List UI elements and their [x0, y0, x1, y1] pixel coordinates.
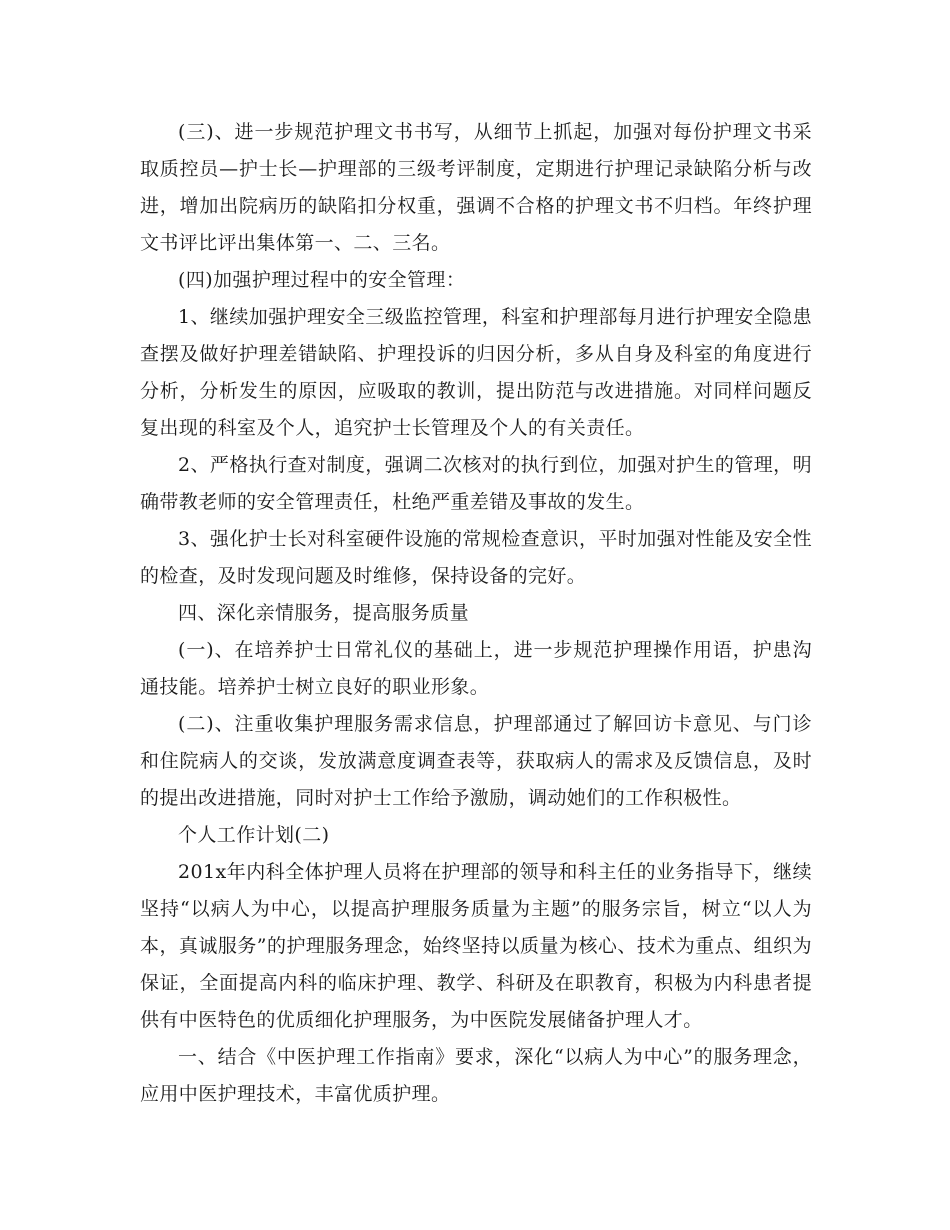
paragraph-safety-item-1: 1、继续加强护理安全三级监控管理，科室和护理部每月进行护理安全隐患查摆及做好护理差错缺陷、护理投诉的归因分析，多从自身及科室的角度进行分析，分析发生的原因，应吸取的教训，提出防范与改进措施。对同样问题反复出现的科室及个人，追究护士长管理及个人的有关责任。: [140, 306, 812, 439]
paragraph-safety-item-3: 3、强化护士长对科室硬件设施的常规检查意识，平时加强对性能及安全性的检查，及时发现问题及时维修，保持设备的完好。: [140, 528, 812, 587]
section-heading-plan-two: 个人工作计划(二): [178, 824, 330, 846]
section-heading-service: 四、深化亲情服务，提高服务质量: [178, 602, 470, 624]
paragraph-safety-item-2: 2、严格执行查对制度，强调二次核对的执行到位，加强对护生的管理，明确带教老师的安全管理责任，杜绝严重差错及事故的发生。: [140, 454, 812, 513]
paragraph-safety-heading: (四)加强护理过程中的安全管理：: [178, 269, 466, 291]
paragraph-nursing-documents: (三)、进一步规范护理文书书写，从细节上抓起，加强对每份护理文书采取质控员—护士长—护理部的三级考评制度，定期进行护理记录缺陷分析与改进，增加出院病历的缺陷扣分权重，强调不合格的护理文书不归档。年终护理文书评比评出集体第一、二、三名。: [140, 121, 812, 254]
document-body: [140, 114, 812, 1113]
paragraph-plan-intro: 201x年内科全体护理人员将在护理部的领导和科主任的业务指导下，继续坚持“以病人为中心，以提高护理服务质量为主题”的服务宗旨，树立“以人为本，真诚服务”的护理服务理念，始终坚持以质量为核心、技术为重点、组织为保证，全面提高内科的临床护理、教学、科研及在职教育，积极为内科患者提供有中医特色的优质细化护理服务，为中医院发展储备护理人才。: [140, 861, 812, 1031]
paragraph-etiquette: (一)、在培养护士日常礼仪的基础上，进一步规范护理操作用语，护患沟通技能。培养护士树立良好的职业形象。: [140, 639, 812, 698]
paragraph-tcm-guide: 一、结合《中医护理工作指南》要求，深化“以病人为中心”的服务理念，应用中医护理技术，丰富优质护理。: [140, 1046, 812, 1105]
paragraph-feedback: (二)、注重收集护理服务需求信息，护理部通过了解回访卡意见、与门诊和住院病人的交谈，发放满意度调查表等，获取病人的需求及反馈信息，及时的提出改进措施，同时对护士工作给予激励，调动她们的工作积极性。: [140, 713, 812, 809]
